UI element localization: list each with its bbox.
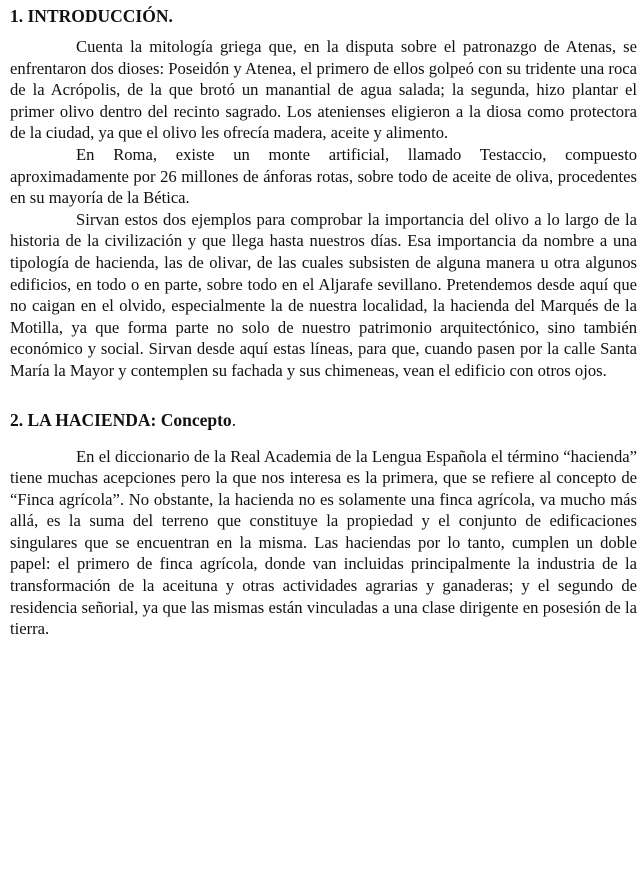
paragraph-definicion-hacienda: En el diccionario de la Real Academia de la Lengua Española el término “hacienda” tiene muchas acepciones pero la que nos interesa es la primera, que se refiere al concepto de “Finca agrícola”. No obstante, la hacienda no es solamente una finca agrícola, va mucho más allá, es la suma del terreno que constituye la propiedad y el conjunto de edificaciones singulares que se encuentran en la misma. Las haciendas por lo tanto, cumplen un doble papel: el primero de finca agrícola, donde van incluidas principalmente la industria de la transformación de la aceituna y otras actividades agrarias y ganaderas; y el segundo de residencia señorial, ya que las mismas están vinculadas a una clase dirigente en posesión de la tierra. bbox=[10, 446, 637, 639]
paragraph-importancia-olivo: Sirvan estos dos ejemplos para comprobar la importancia del olivo a lo largo de la historia de la civilización y que llega hasta nuestros días. Esa importancia da nombre a una tipología de hacienda, las de olivar, de las cuales subsisten de alguna manera u otra algunos edificios, en todo o en parte, sobre todo en el Aljarafe sevillano. Pretendemos desde aquí que no caigan en el olvido, especialmente la de nuestra localidad, la hacienda del Marqués de la Motilla, ya que forma parte no solo de nuestro patrimonio arquitectónico, sino también económico y social. Sirvan desde aquí estas líneas, para que, cuando pasen por la calle Santa María la Mayor y contemplen su fachada y sus chimeneas, vean el edificio con otros ojos. bbox=[10, 209, 637, 380]
section-hacienda-concepto bbox=[10, 408, 637, 640]
document-page bbox=[10, 4, 637, 640]
section-heading-hacienda bbox=[10, 408, 637, 432]
section-introduccion bbox=[10, 4, 637, 382]
paragraph-mitologia: Cuenta la mitología griega que, en la disputa sobre el patronazgo de Atenas, se enfrentaron dos dioses: Poseidón y Atenea, el primero de ellos golpeó con su tridente una roca de la Acrópolis, de la que brotó un manantial de agua salada; la segunda, hizo plantar el primer olivo dentro del recinto sagrado. Los atenienses eligieron a la diosa como protectora de la ciudad, ya que el olivo les ofrecía madera, aceite y alimento. bbox=[10, 37, 637, 143]
section-heading-introduccion: 1. INTRODUCCIÓN. bbox=[10, 6, 173, 26]
section-heading-hacienda-period: . bbox=[231, 409, 237, 430]
paragraph-testaccio: En Roma, existe un monte artificial, llamado Testaccio, compuesto aproximadamente por 26 millones de ánforas rotas, sobre todo de aceite de oliva, procedentes en su mayoría de la Bética. bbox=[10, 144, 637, 208]
section-heading-hacienda-text: 2. LA HACIENDA: Concepto bbox=[10, 409, 232, 430]
